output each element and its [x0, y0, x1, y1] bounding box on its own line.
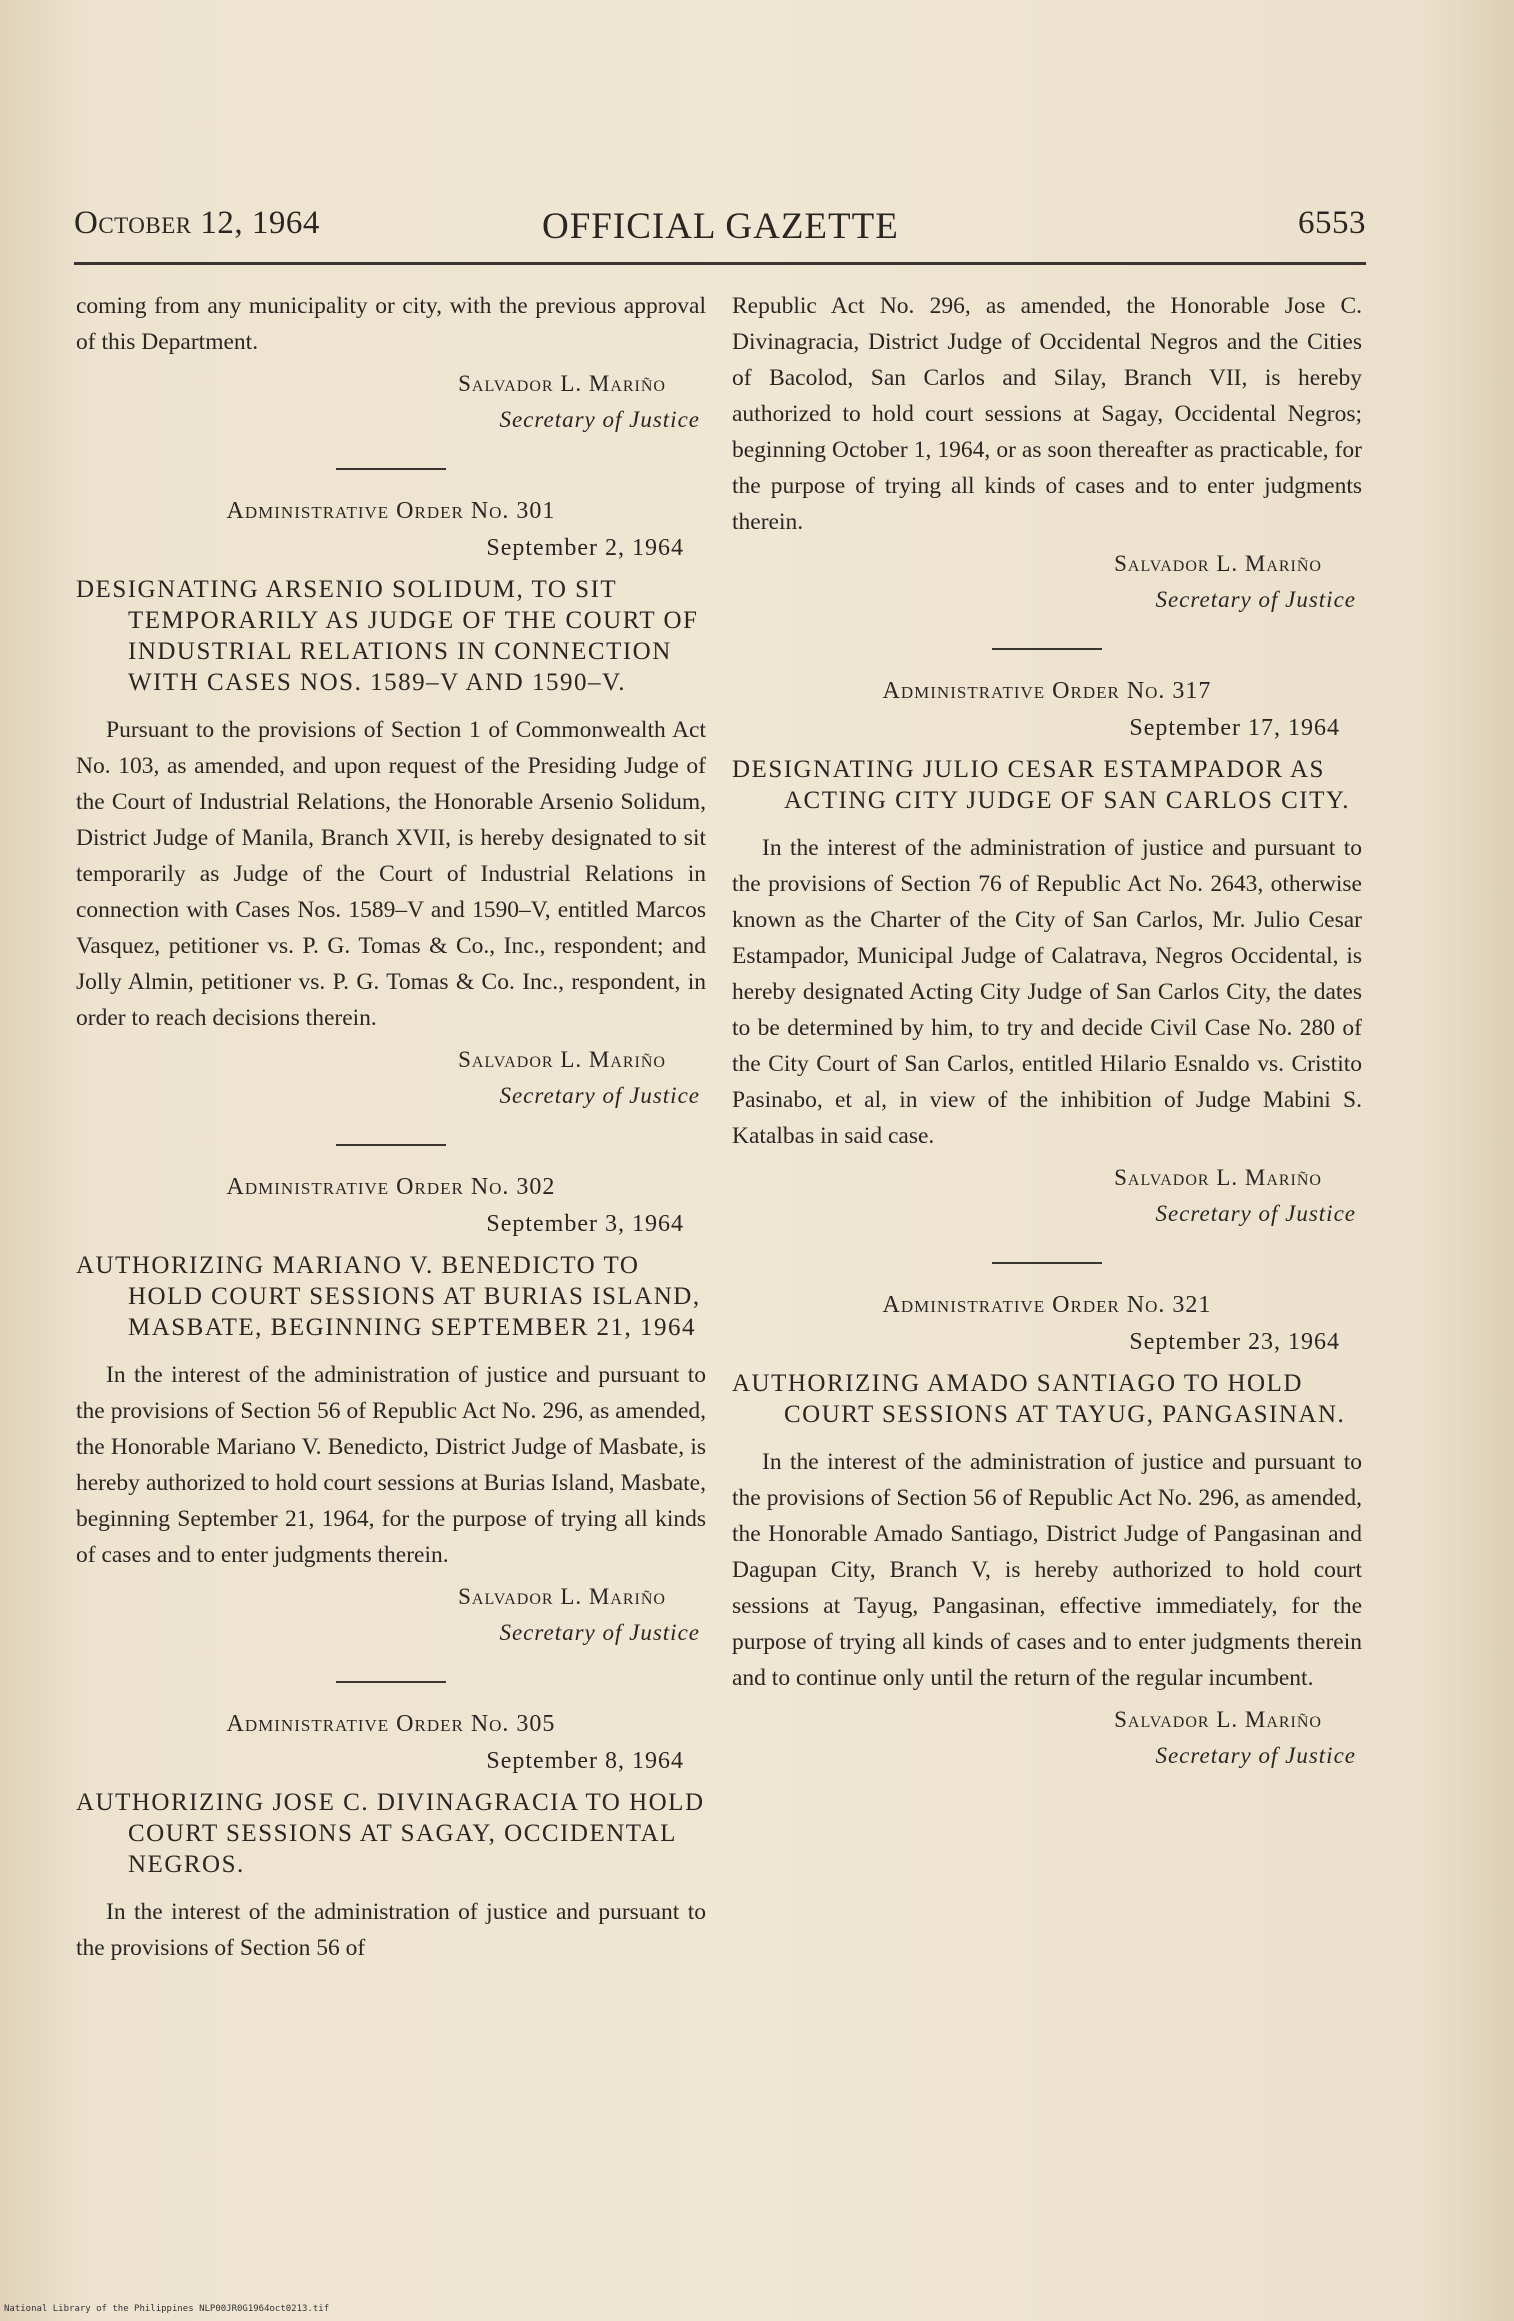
signatory-name: Salvador L. Mariño [458, 371, 666, 396]
order-date: September 23, 1964 [1129, 1329, 1340, 1355]
order-date: September 2, 1964 [486, 535, 684, 561]
order-body: In the interest of the administration of justice and pursuant to the provisions of Section 56 of Republic Act No. 296, as amended, the Honorable Amado Santiago, District Judge of Pangasinan and Dagupan City, Branch V, is hereby authorized to hold court sessions at Tayug, Pangasinan, effective immediately, for the purpose of trying all kinds of cases and to enter judgments therein and to continue only until the return of the regular incumbent. [732, 1449, 1362, 1691]
order-heading: AUTHORIZING AMADO SANTIAGO TO HOLD COURT SESSIONS AT TAYUG, PANGASINAN. [732, 1370, 1346, 1428]
continuation-text: coming from any municipality or city, with the previous approval of this Department. [76, 293, 706, 355]
order-heading: AUTHORIZING JOSE C. DIVINAGRACIA TO HOLD COURT SESSIONS AT SAGAY, OCCIDENTAL NEGROS. [76, 1789, 705, 1878]
header-rule [74, 262, 1366, 265]
publication-title: OFFICIAL GAZETTE [542, 206, 899, 247]
issue-date: October 12, 1964 [74, 205, 320, 241]
order-label: Administrative Order No. 302 [226, 1174, 556, 1200]
signature-block [76, 1042, 706, 1114]
section-divider [336, 1144, 446, 1146]
signature-block [732, 1160, 1362, 1232]
order-label: Administrative Order No. 301 [226, 498, 556, 524]
right-column [732, 288, 1362, 1774]
order-body: In the interest of the administration of justice and pursuant to the provisions of Section 56 of Republic Act No. 296, as amended, the Honorable Mariano V. Benedicto, District Judge of Masbate, is hereby authorized to hold court sessions at Burias Island, Masbate, beginning September 21, 1964, for the purpose of trying all kinds of cases and to enter judgments therein. [76, 1362, 706, 1568]
signatory-title: Secretary of Justice [1155, 1201, 1356, 1226]
order-label: Administrative Order No. 317 [882, 678, 1212, 704]
signature-block [76, 366, 706, 438]
signatory-title: Secretary of Justice [1155, 587, 1356, 612]
signatory-name: Salvador L. Mariño [1114, 551, 1322, 576]
signatory-title: Secretary of Justice [1155, 1743, 1356, 1768]
signatory-name: Salvador L. Mariño [1114, 1165, 1322, 1190]
order-heading: DESIGNATING JULIO CESAR ESTAMPADOR AS ACTING CITY JUDGE OF SAN CARLOS CITY. [732, 756, 1350, 814]
order-heading: DESIGNATING ARSENIO SOLIDUM, TO SIT TEMPORARILY AS JUDGE OF THE COURT OF INDUSTRIAL RELATIONS IN CONNECTION WITH CASES NOS. 1589–V AND 1590–V. [76, 576, 699, 696]
signatory-name: Salvador L. Mariño [458, 1584, 666, 1609]
signatory-name: Salvador L. Mariño [1114, 1707, 1322, 1732]
signatory-title: Secretary of Justice [499, 407, 700, 432]
signature-block [76, 1579, 706, 1651]
order-body: In the interest of the administration of justice and pursuant to the provisions of Section 56 of [76, 1899, 706, 1961]
left-column [76, 288, 706, 1966]
order-body: In the interest of the administration of justice and pursuant to the provisions of Section 76 of Republic Act No. 2643, otherwise known as the Charter of the City of San Carlos, Mr. Julio Cesar Estampador, Municipal Judge of Calatrava, Negros Occidental, is hereby designated Acting City Judge of San Carlos City, the dates to be determined by him, to try and decide Civil Case No. 280 of the City Court of San Carlos, entitled Hilario Esnaldo vs. Cristito Pasinabo, et al, in view of the inhibition of Judge Mabini S. Katalbas in said case. [732, 835, 1362, 1149]
signature-block [732, 546, 1362, 618]
signatory-title: Secretary of Justice [499, 1083, 700, 1108]
order-date: September 8, 1964 [486, 1748, 684, 1774]
section-divider [992, 648, 1102, 650]
section-divider [992, 1262, 1102, 1264]
order-body: Pursuant to the provisions of Section 1 of Commonwealth Act No. 103, as amended, and upon request of the Presiding Judge of the Court of Industrial Relations, the Honorable Arsenio Solidum, District Judge of Manila, Branch XVII, is hereby designated to sit temporarily as Judge of the Court of Industrial Relations in connection with Cases Nos. 1589–V and 1590–V, entitled Marcos Vasquez, petitioner vs. P. G. Tomas & Co., Inc., respondent; and Jolly Almin, petitioner vs. P. G. Tomas & Co. Inc., respondent, in order to reach decisions therein. [76, 717, 706, 1031]
order-date: September 17, 1964 [1129, 715, 1340, 741]
section-divider [336, 1681, 446, 1683]
page-header [74, 205, 1366, 253]
order-heading: AUTHORIZING MARIANO V. BENEDICTO TO HOLD COURT SESSIONS AT BURIAS ISLAND, MASBATE, BEGINNING SEPTEMBER 21, 1964 [76, 1252, 701, 1341]
signatory-title: Secretary of Justice [499, 1620, 700, 1645]
order-label: Administrative Order No. 321 [882, 1292, 1212, 1318]
signatory-name: Salvador L. Mariño [458, 1047, 666, 1072]
order-label: Administrative Order No. 305 [226, 1711, 556, 1737]
page-number: 6553 [1298, 205, 1366, 241]
scan-footer: National Library of the Philippines NLP00JR0G1964oct0213.tif [4, 2304, 330, 2314]
signature-block [732, 1702, 1362, 1774]
section-divider [336, 468, 446, 470]
order-body-continued: Republic Act No. 296, as amended, the Honorable Jose C. Divinagracia, District Judge of Occidental Negros and the Cities of Bacolod, San Carlos and Silay, Branch VII, is hereby authorized to hold court sessions at Sagay, Occidental Negros; beginning October 1, 1964, or as soon thereafter as practicable, for the purpose of trying all kinds of cases and to enter judgments therein. [732, 293, 1362, 535]
order-date: September 3, 1964 [486, 1211, 684, 1237]
